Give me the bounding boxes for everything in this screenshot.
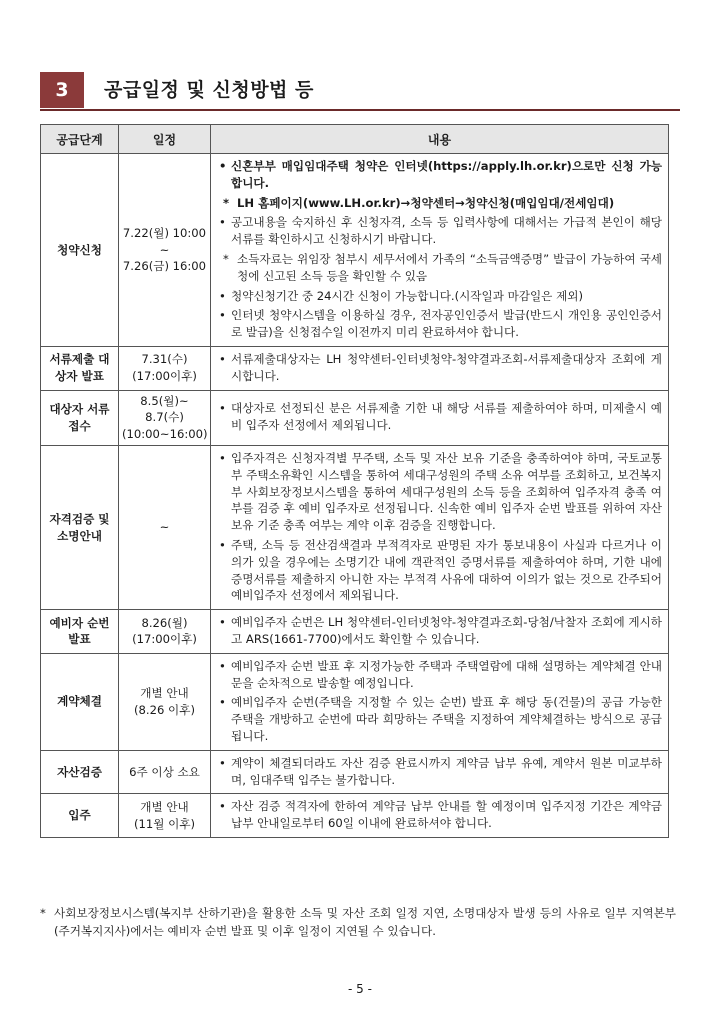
bullet-mark: • xyxy=(219,159,227,173)
date-line: (8.26 이후) xyxy=(134,702,195,717)
date-line: (11월 이후) xyxy=(133,816,196,831)
content-item xyxy=(217,158,662,192)
content-item xyxy=(217,614,662,648)
section-title: 공급일정 및 신청방법 등 xyxy=(104,79,314,101)
date-cell xyxy=(119,346,211,390)
item-text: 신혼부부 매입임대주택 청약은 인터넷(https://apply.lh.or.kr)으로만 신청 가능합니다. xyxy=(231,159,662,190)
content-item xyxy=(217,798,662,832)
date-line: ~ xyxy=(159,242,170,257)
content-item xyxy=(217,351,662,385)
page-number: - 5 - xyxy=(348,982,372,996)
date-line: 6주 이상 소요 xyxy=(129,764,200,779)
content-item xyxy=(217,307,662,341)
date-cell xyxy=(119,610,211,654)
content-cell xyxy=(211,610,669,654)
content-item xyxy=(217,214,662,248)
content-item xyxy=(217,400,662,434)
date-cell xyxy=(119,390,211,445)
footnote xyxy=(40,905,676,941)
content-item xyxy=(217,251,662,285)
stage-cell: 자산검증 xyxy=(41,750,119,794)
stage-cell: 서류제출 대상자 발표 xyxy=(41,346,119,390)
table-row xyxy=(41,346,669,390)
item-text: 예비입주자 순번은 LH 청약센터-인터넷청약-청약결과조회-당첨/낙찰자 조회에 게시하고 ARS(1661-7700)에서도 확인할 수 있습니다. xyxy=(231,615,662,646)
content-item xyxy=(217,658,662,692)
table-row xyxy=(41,445,669,609)
item-text: 공고내용을 숙지하신 후 신청자격, 소득 등 입력사항에 대해서는 가급적 본인이 해당서류를 확인하시고 신청하시기 바랍니다. xyxy=(231,215,662,247)
bullet-mark: * xyxy=(223,195,230,210)
date-cell xyxy=(119,794,211,838)
bullet-mark: • xyxy=(219,308,226,323)
item-text: 자산 검증 적격자에 한하여 계약금 납부 안내를 할 예정이며 입주지정 기간은 계약금 납부 안내일로부터 60일 이내에 완료하셔야 합니다. xyxy=(231,799,662,831)
content-item xyxy=(217,755,662,789)
stage-cell: 자격검증 및 소명안내 xyxy=(41,445,119,609)
table-row xyxy=(41,154,669,347)
content-item xyxy=(217,195,662,212)
stage-cell: 청약신청 xyxy=(41,154,119,347)
bullet-mark: • xyxy=(219,799,226,814)
footnote-mark: * xyxy=(40,906,46,920)
date-line: 7.26(금) 16:00 xyxy=(122,259,207,274)
content-cell xyxy=(211,750,669,794)
bullet-mark: • xyxy=(219,695,226,710)
date-line: 개별 안내 xyxy=(140,685,189,700)
table-row xyxy=(41,653,669,750)
content-item xyxy=(217,694,662,744)
date-line: (17:00이후) xyxy=(132,632,197,647)
item-text: 입주자격은 신청자격별 무주택, 소득 및 자산 보유 기준을 충족하여야 하며, 국토교통부 주택소유확인 시스템을 통하여 세대구성원의 주택 소유 여부를 조회하고, 보건복지부 사회보장정보시스템을 통하여 세대구성원의 소득 등을 조회하여 입주자격 충족 여부를 검증 후 예비 입주자로 선정됩니다. 신속한 예비 입주자 순번 발표를 위하여 자산 보유 기준 충족 여부는 계약 이후 검증을 진행합니다. xyxy=(231,450,662,533)
date-cell xyxy=(119,653,211,750)
item-text: 계약이 체결되더라도 자산 검증 완료시까지 계약금 납부 유예, 계약서 원본 미교부하며, 임대주택 입주는 불가합니다. xyxy=(231,755,662,787)
content-cell xyxy=(211,445,669,609)
item-text: 청약신청기간 중 24시간 신청이 가능합니다.(시작일과 마감일은 제외) xyxy=(231,288,583,303)
item-text: 예비입주자 순번 발표 후 지정가능한 주택과 주택열람에 대해 설명하는 계약체결 안내문을 순차적으로 발송할 예정입니다. xyxy=(231,658,662,690)
date-line: 8.26(월) xyxy=(141,615,188,630)
content-cell xyxy=(211,653,669,750)
date-line: (17:00이후) xyxy=(132,369,197,384)
content-cell xyxy=(211,794,669,838)
header-date: 일정 xyxy=(119,125,211,154)
content-cell xyxy=(211,154,669,347)
header-content: 내용 xyxy=(211,125,669,154)
stage-cell: 대상자 서류접수 xyxy=(41,390,119,445)
bullet-mark: • xyxy=(219,351,226,366)
date-cell xyxy=(119,750,211,794)
section-header xyxy=(40,72,680,110)
content-cell xyxy=(211,390,669,445)
item-text: 예비입주자 순번(주택을 지정할 수 있는 순번) 발표 후 해당 동(건물)의 공급 가능한 주택을 개방하고 순번에 따라 희망하는 주택을 지정하여 계약체결하는 방식으로 공급됩니다. xyxy=(231,695,662,743)
item-text: 서류제출대상자는 LH 청약센터-인터넷청약-청약결과조회-서류제출대상자 조회에 게시합니다. xyxy=(231,351,662,383)
date-line: 8.5(월)~ xyxy=(140,393,189,408)
table-header-row xyxy=(41,125,669,154)
bullet-mark: • xyxy=(219,401,226,416)
header-stage: 공급단계 xyxy=(41,125,119,154)
content-item xyxy=(217,537,662,604)
date-line: (10:00~16:00) xyxy=(122,427,208,442)
bullet-mark: * xyxy=(223,251,229,266)
date-line: 7.31(수) xyxy=(141,352,188,367)
date-line: 7.22(월) 10:00 xyxy=(122,225,207,240)
date-line: 8.7(수) xyxy=(145,410,184,425)
table-row xyxy=(41,610,669,654)
date-cell xyxy=(119,445,211,609)
stage-cell: 예비자 순번 발표 xyxy=(41,610,119,654)
section-number: 3 xyxy=(40,72,84,108)
item-text: 대상자로 선정되신 분은 서류제출 기한 내 해당 서류를 제출하여야 하며, 미제출시 예비 입주자 선정에서 제외됩니다. xyxy=(231,401,662,433)
bullet-mark: • xyxy=(219,755,226,770)
item-text: 인터넷 청약시스템을 이용하실 경우, 전자공인인증서 발급(반드시 개인용 공인인증서로 발급)을 신청접수일 이전까지 미리 완료하셔야 합니다. xyxy=(231,308,662,340)
bullet-mark: • xyxy=(219,215,226,230)
bullet-mark: • xyxy=(219,537,226,552)
date-cell xyxy=(119,154,211,347)
stage-cell: 계약체결 xyxy=(41,653,119,750)
section-underline xyxy=(40,109,680,111)
bullet-mark: • xyxy=(219,615,226,630)
table-row xyxy=(41,750,669,794)
date-line: 개별 안내 xyxy=(140,799,189,814)
table-row xyxy=(41,794,669,838)
bullet-mark: • xyxy=(219,658,226,673)
item-text: LH 홈페이지(www.LH.or.kr)→청약센터→청약신청(매입임대/전세임대) xyxy=(237,195,615,210)
bullet-mark: • xyxy=(219,288,226,303)
content-item xyxy=(217,450,662,534)
item-text: 소득자료는 위임장 첨부시 세무서에서 가족의 “소득금액증명” 발급이 가능하여 국세청에 신고된 소득 등을 확인할 수 있음 xyxy=(237,251,662,283)
content-item xyxy=(217,288,662,305)
item-text: 주택, 소득 등 전산검색결과 부적격자로 판명된 자가 통보내용이 사실과 다르거나 이의가 있을 경우에는 소명기간 내에 객관적인 증명서류를 제출하여야 하며, 기한 내에 증명서류를 제출하지 아니한 자는 부적격 사유에 대하여 이의가 없는 것으로 간주되어 예비입주자 선정에서 제외됩니다. xyxy=(231,537,662,603)
stage-cell: 입주 xyxy=(41,794,119,838)
bullet-mark: • xyxy=(219,450,226,465)
date-line: ~ xyxy=(159,520,170,535)
table-row xyxy=(41,390,669,445)
schedule-table xyxy=(40,124,669,838)
footnote-text: 사회보장정보시스템(복지부 산하기관)을 활용한 소득 및 자산 조회 일정 지연, 소명대상자 발생 등의 사유로 일부 지역본부(주거복지지사)에서는 예비자 순번 발표 및 이후 일정이 지연될 수 있습니다. xyxy=(54,906,676,938)
content-cell xyxy=(211,346,669,390)
